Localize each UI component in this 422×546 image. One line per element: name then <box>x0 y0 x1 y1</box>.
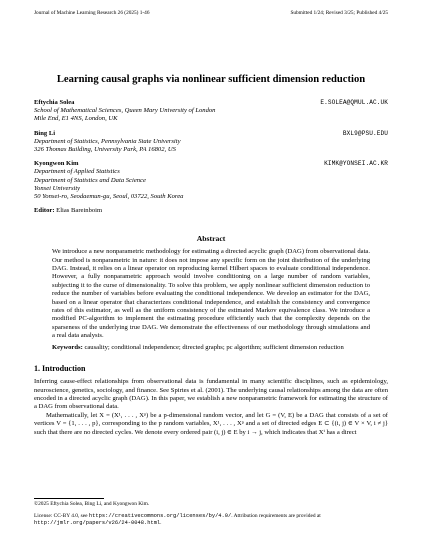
license-suffix: . <box>160 520 162 526</box>
editor-label: Editor: <box>34 207 55 215</box>
copyright-notice: ©2025 Eftychia Solea, Bing Li, and Kyongwon Kim. <box>34 501 150 507</box>
keywords-label: Keywords: <box>52 343 83 351</box>
running-header <box>34 10 388 17</box>
author-email[interactable]: E.SOLEA@QMUL.AC.UK <box>320 99 388 106</box>
editor-name: Elias Bareinboim <box>56 207 103 215</box>
abstract-text: We introduce a new nonparametric methodology for estimating a directed acyclic graph (DAG) from observational data. Our method is nonparametric in nature: it does not impose any specific form on the joint distribution of the underlying DAG. Instead, it relies on a linear operator on reproducing kernel Hilbert spaces to evaluate conditional independence. However, a fully nonparametric approach would involve conditioning on a large number of random variables, subjecting it to the curse of dimensionality. To solve this problem, we apply nonlinear sufficient dimension reduction to reduce the number of variables before evaluating the conditional independence. We develop an estimator for the DAG, based on a linear operator that characterizes conditional independence, and establish the consistency and convergence rates of this estimator, as well as the uniform consistency of the estimated Markov equivalence class. We introduce a modified PC-algorithm to implement the estimating procedure efficiently such that the complexity depends on the sparseness of the underlying true DAG. We demonstrate the effectiveness of our methodology through simulations and a real data analysis. <box>52 248 370 340</box>
editor-line <box>34 207 388 215</box>
section-heading-introduction: 1. Introduction <box>34 364 86 374</box>
page-footer <box>34 498 388 527</box>
author-name: Kyongwon Kim <box>34 160 79 168</box>
body-paragraph: Inferring cause-effect relationships from observational data is fundamental in many scientific disciplines, such as epidemiology, neuroscience, genetics, sociology, and finance. See Spirtes et al. (2001). The underlying causal relationships among the data are often encoded in a directed acyclic graph (DAG). In this paper, we establish a new nonparametric framework for estimating the structure of a DAG from observational data. <box>34 378 388 411</box>
attribution-link[interactable]: http://jmlr.org/papers/v26/24-0048.html <box>34 520 161 526</box>
abstract-heading: Abstract <box>196 234 226 244</box>
author-email[interactable]: KIMK@YONSEI.AC.KR <box>324 160 388 168</box>
paper-page <box>34 10 388 536</box>
keywords-line <box>52 344 370 352</box>
author-affiliation-line: School of Mathematical Sciences, Queen Mary University of London <box>34 107 216 115</box>
journal-citation: Journal of Machine Learning Research 26 (2025) 1-46 <box>34 10 150 16</box>
license-notice <box>34 513 388 527</box>
author-entry <box>34 130 388 155</box>
author-name: Bing Li <box>34 129 56 137</box>
author-affiliation-line: Mile End, E1 4NS, London, UK <box>34 115 118 123</box>
keywords-list: causality; conditional independence; directed graphs; pc algorithm; sufficient dimension reduction <box>84 343 344 351</box>
author-entry <box>34 99 388 124</box>
author-name: Eftychia Solea <box>34 99 75 106</box>
author-block <box>34 99 388 201</box>
license-prefix: License: CC-BY 4.0, see <box>34 513 89 519</box>
submission-dates: Submitted 1/24; Revised 3/25; Published 4/25 <box>290 10 388 16</box>
body-paragraph: Mathematically, let X = (X¹, . . . , Xᵖ) be a p-dimensional random vector, and let G = (V, E) be a DAG that consists of a set of vertices V = {1, . . . , p}, corresponding to the p random variables, X¹, . . . , Xᵖ and a set of directed edges E ⊂ {(i, j) ∈ V × V, i ≠ j} such that there are no directed cycles. We denote every ordered pair (i, j) ∈ E by i → j, which indicates that Xⁱ has a direct <box>34 411 388 436</box>
author-email[interactable]: BXL9@PSU.EDU <box>342 129 388 137</box>
license-link[interactable]: https://creativecommons.org/licenses/by/4.0/ <box>88 513 232 519</box>
author-affiliation-line: Department of Statistics, Pennsylvania State University <box>34 137 181 145</box>
author-affiliation-line: Department of Statistics and Data Science <box>34 176 146 184</box>
author-affiliation-line: Yonsei University <box>34 184 81 192</box>
footer-rule <box>34 498 104 499</box>
license-middle: . Attribution requirements are provided at <box>231 513 321 519</box>
author-affiliation-line: 326 Thomas Building, University Park, PA 16802, US <box>34 146 176 154</box>
paper-title: Learning causal graphs via nonlinear sufficient dimension reduction <box>56 74 366 85</box>
author-affiliation-line: 50 Yonsei-ro, Seodaemun-gu, Seoul, 03722, South Korea <box>34 193 184 201</box>
author-entry <box>34 160 388 201</box>
author-affiliation-line: Department of Applied Statistics <box>34 168 120 176</box>
